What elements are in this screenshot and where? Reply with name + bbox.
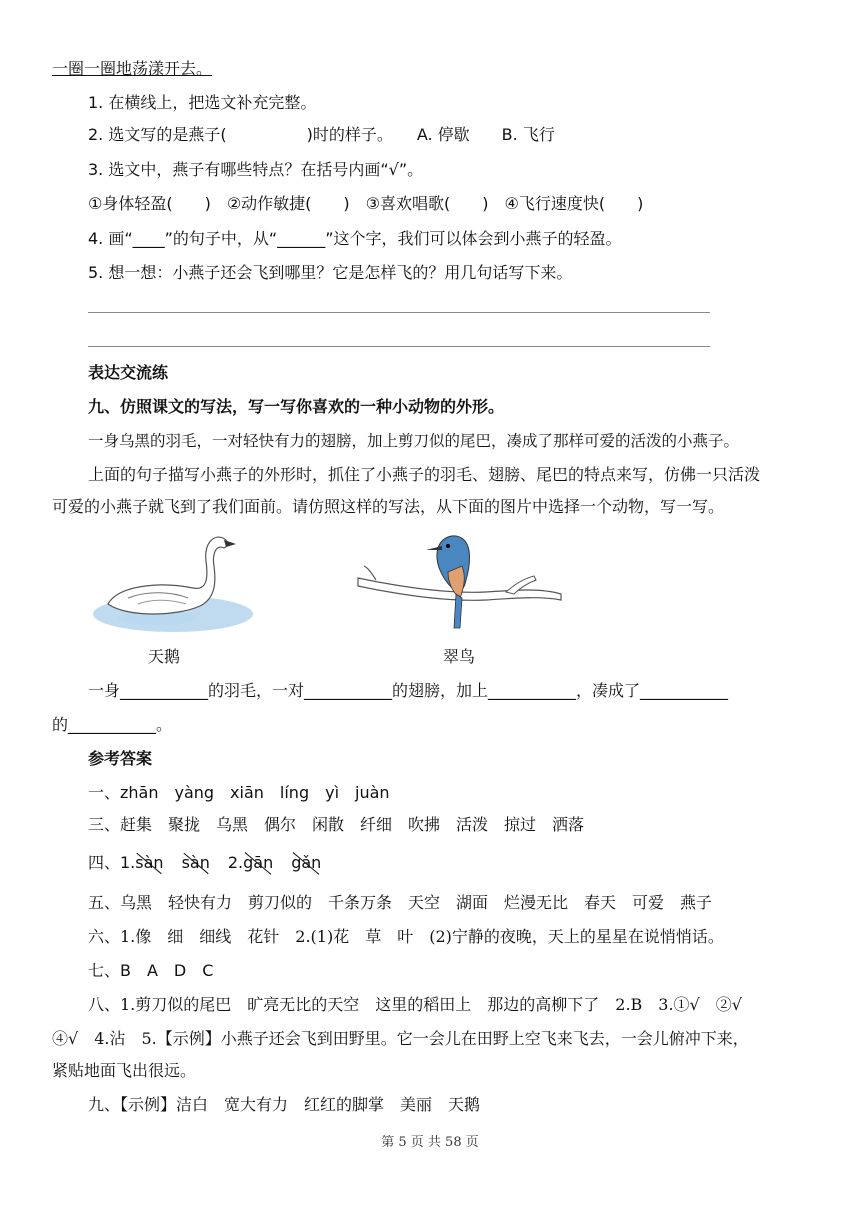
question-5: 5. 想一想：小燕子还会飞到哪里？它是怎样飞的？用几句话写下来。	[88, 263, 573, 282]
answer-7: 七、B A D C	[88, 961, 214, 980]
answers-title: 参考答案	[88, 749, 153, 768]
answer-3: 三、赶集 聚拢 乌黑 偶尔 闲散 纤细 吹拂 活泼 掠过 洒落	[88, 815, 585, 834]
answer-8-line-3: 紧贴地面飞出很远。	[52, 1061, 197, 1080]
question-2: 2. 选文写的是燕子( )时的样子。 A. 停歇 B. 飞行	[88, 125, 555, 144]
answer-1: 一、zhān yàng xiān líng yì juàn	[88, 783, 390, 802]
answer-9: 九、【示例】洁白 宽大有力 红红的脚掌 美丽 天鹅	[88, 1095, 481, 1114]
question-9-desc-2: 可爱的小燕子就飞到了我们面前。请仿照这样的写法，从下面的图片中选择一个动物，写一写。	[52, 497, 725, 516]
kingfisher-caption: 翠鸟	[443, 647, 476, 666]
answer-4-word-4: gǎn	[291, 853, 322, 872]
answer-4-word-1: sàn	[135, 853, 164, 872]
fill-line-1: 一身___________的羽毛，一对___________的翅膀，加上___________，凑成了___________	[88, 681, 729, 700]
answer-4-word-3: gān	[243, 853, 274, 872]
question-9-title: 九、仿照课文的写法，写一写你喜欢的一种小动物的外形。	[88, 397, 505, 416]
answer-line-2	[88, 346, 710, 347]
answer-4-prefix: 四、1.	[88, 853, 136, 872]
section-express-title: 表达交流练	[88, 363, 169, 382]
kingfisher-illustration	[356, 528, 566, 638]
question-9-example: 一身乌黑的羽毛，一对轻快有力的翅膀，加上剪刀似的尾巴，凑成了那样可爱的活泼的小燕子。	[88, 432, 740, 450]
page-footer: 第 5 页 共 58 页	[381, 1135, 479, 1150]
answer-5: 五、乌黑 轻快有力 剪刀似的 千条万条 天空 湖面 烂漫无比 春天 可爱 燕子	[88, 893, 713, 912]
question-9-desc-1: 上面的句子描写小燕子的外形时，抓住了小燕子的羽毛、翅膀、尾巴的特点来写，仿佛一只活泼	[88, 465, 761, 484]
answer-8-line-2: ④√ 4.沾 5.【示例】小燕子还会飞到田野里。它一会儿在田野上空飞来飞去，一会儿俯冲下来，	[52, 1029, 749, 1048]
answer-4	[88, 852, 321, 874]
answer-4-word-2: sàn	[181, 853, 210, 872]
question-3-options: ①身体轻盈( ) ②动作敏捷( ) ③喜欢唱歌( ) ④飞行速度快( )	[88, 194, 644, 213]
swan-caption: 天鹅	[148, 647, 181, 666]
swan-illustration	[88, 526, 258, 636]
question-3: 3. 选文中，燕子有哪些特点？在括号内画“√”。	[88, 160, 424, 179]
question-4: 4. 画“____”的句子中，从“______”这个字，我们可以体会到小燕子的轻盈。	[88, 229, 622, 248]
answer-line-1	[88, 312, 710, 313]
answer-6: 六、1.像 细 细线 花针 2.(1)花 草 叶 (2)宁静的夜晚，天上的星星在说悄悄话。	[88, 927, 724, 946]
answer-8-line-1: 八、1.剪刀似的尾巴 旷亮无比的天空 这里的稻田上 那边的高柳下了 2.B 3.①√ ②√	[88, 995, 742, 1014]
fill-line-2: 的___________。	[52, 715, 173, 734]
question-1: 1. 在横线上，把选文补充完整。	[88, 93, 317, 112]
answer-4-mid: 2.	[227, 853, 244, 872]
passage-tail: 一圈一圈地荡漾开去。	[52, 59, 213, 78]
